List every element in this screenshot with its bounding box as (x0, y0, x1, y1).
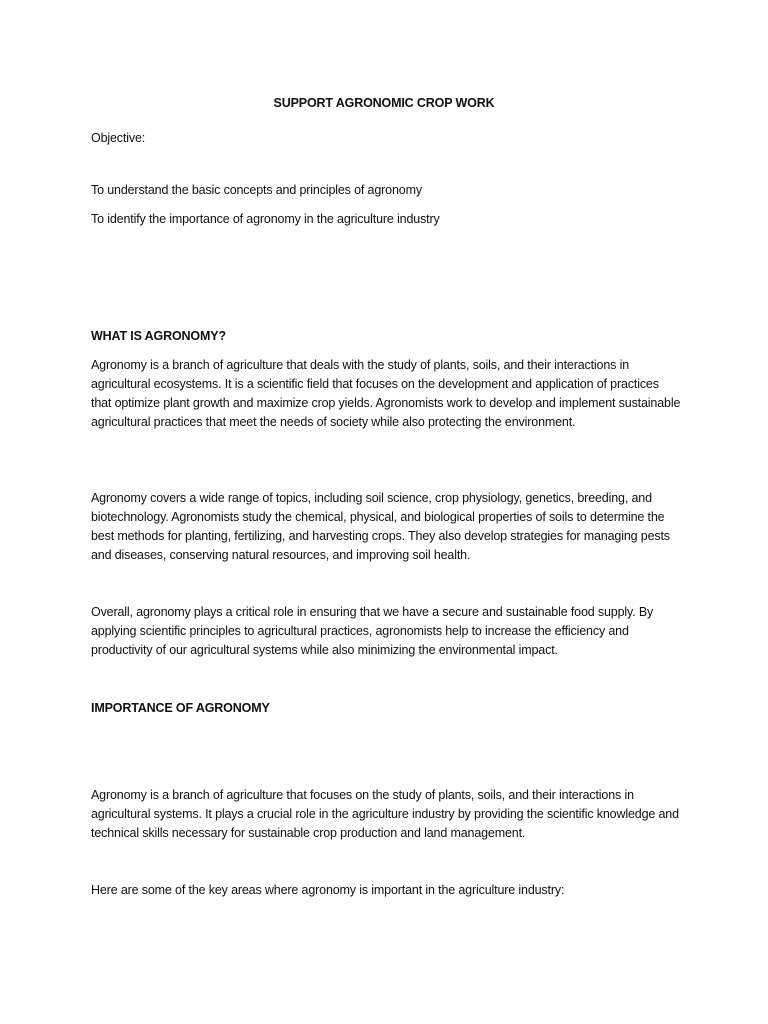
section-heading-what-is-agronomy: WHAT IS AGRONOMY? (91, 329, 226, 343)
paragraph-importance-1: Agronomy is a branch of agriculture that focuses on the study of plants, soils, and their interactions in agricultural systems. It plays a crucial role in the agriculture industry by providing the scientific knowledge and technical skills necessary for sustainable crop production and land management. (91, 788, 679, 840)
paragraph-what-is-agronomy-3: Overall, agronomy plays a critical role in ensuring that we have a secure and sustainable food supply. By applying scientific principles to agricultural practices, agronomists help to increase the efficiency and productivity of our agricultural systems while also minimizing the environmental impact. (91, 605, 654, 657)
section-heading-importance-of-agronomy: IMPORTANCE OF AGRONOMY (91, 701, 270, 715)
paragraph-importance-2: Here are some of the key areas where agronomy is important in the agriculture industry: (91, 883, 565, 897)
objective-item-1: To understand the basic concepts and principles of agronomy (91, 183, 422, 197)
paragraph-what-is-agronomy-1: Agronomy is a branch of agriculture that deals with the study of plants, soils, and their interactions in agricultural ecosystems. It is a scientific field that focuses on the development and application of practices that optimize plant growth and maximize crop yields. Agronomists work to develop and implement sustainable agricultural practices that meet the needs of society while also protecting the environment. (91, 358, 681, 429)
objective-item-2: To identify the importance of agronomy in the agriculture industry (91, 212, 440, 226)
document-title: SUPPORT AGRONOMIC CROP WORK (273, 96, 495, 110)
paragraph-what-is-agronomy-2: Agronomy covers a wide range of topics, including soil science, crop physiology, genetics, breeding, and biotechnology. Agronomists study the chemical, physical, and biological properties of soils to determine the best methods for planting, fertilizing, and harvesting crops. They also develop strategies for managing pests and diseases, conserving natural resources, and improving soil health. (91, 491, 670, 562)
objective-label: Objective: (91, 131, 146, 145)
